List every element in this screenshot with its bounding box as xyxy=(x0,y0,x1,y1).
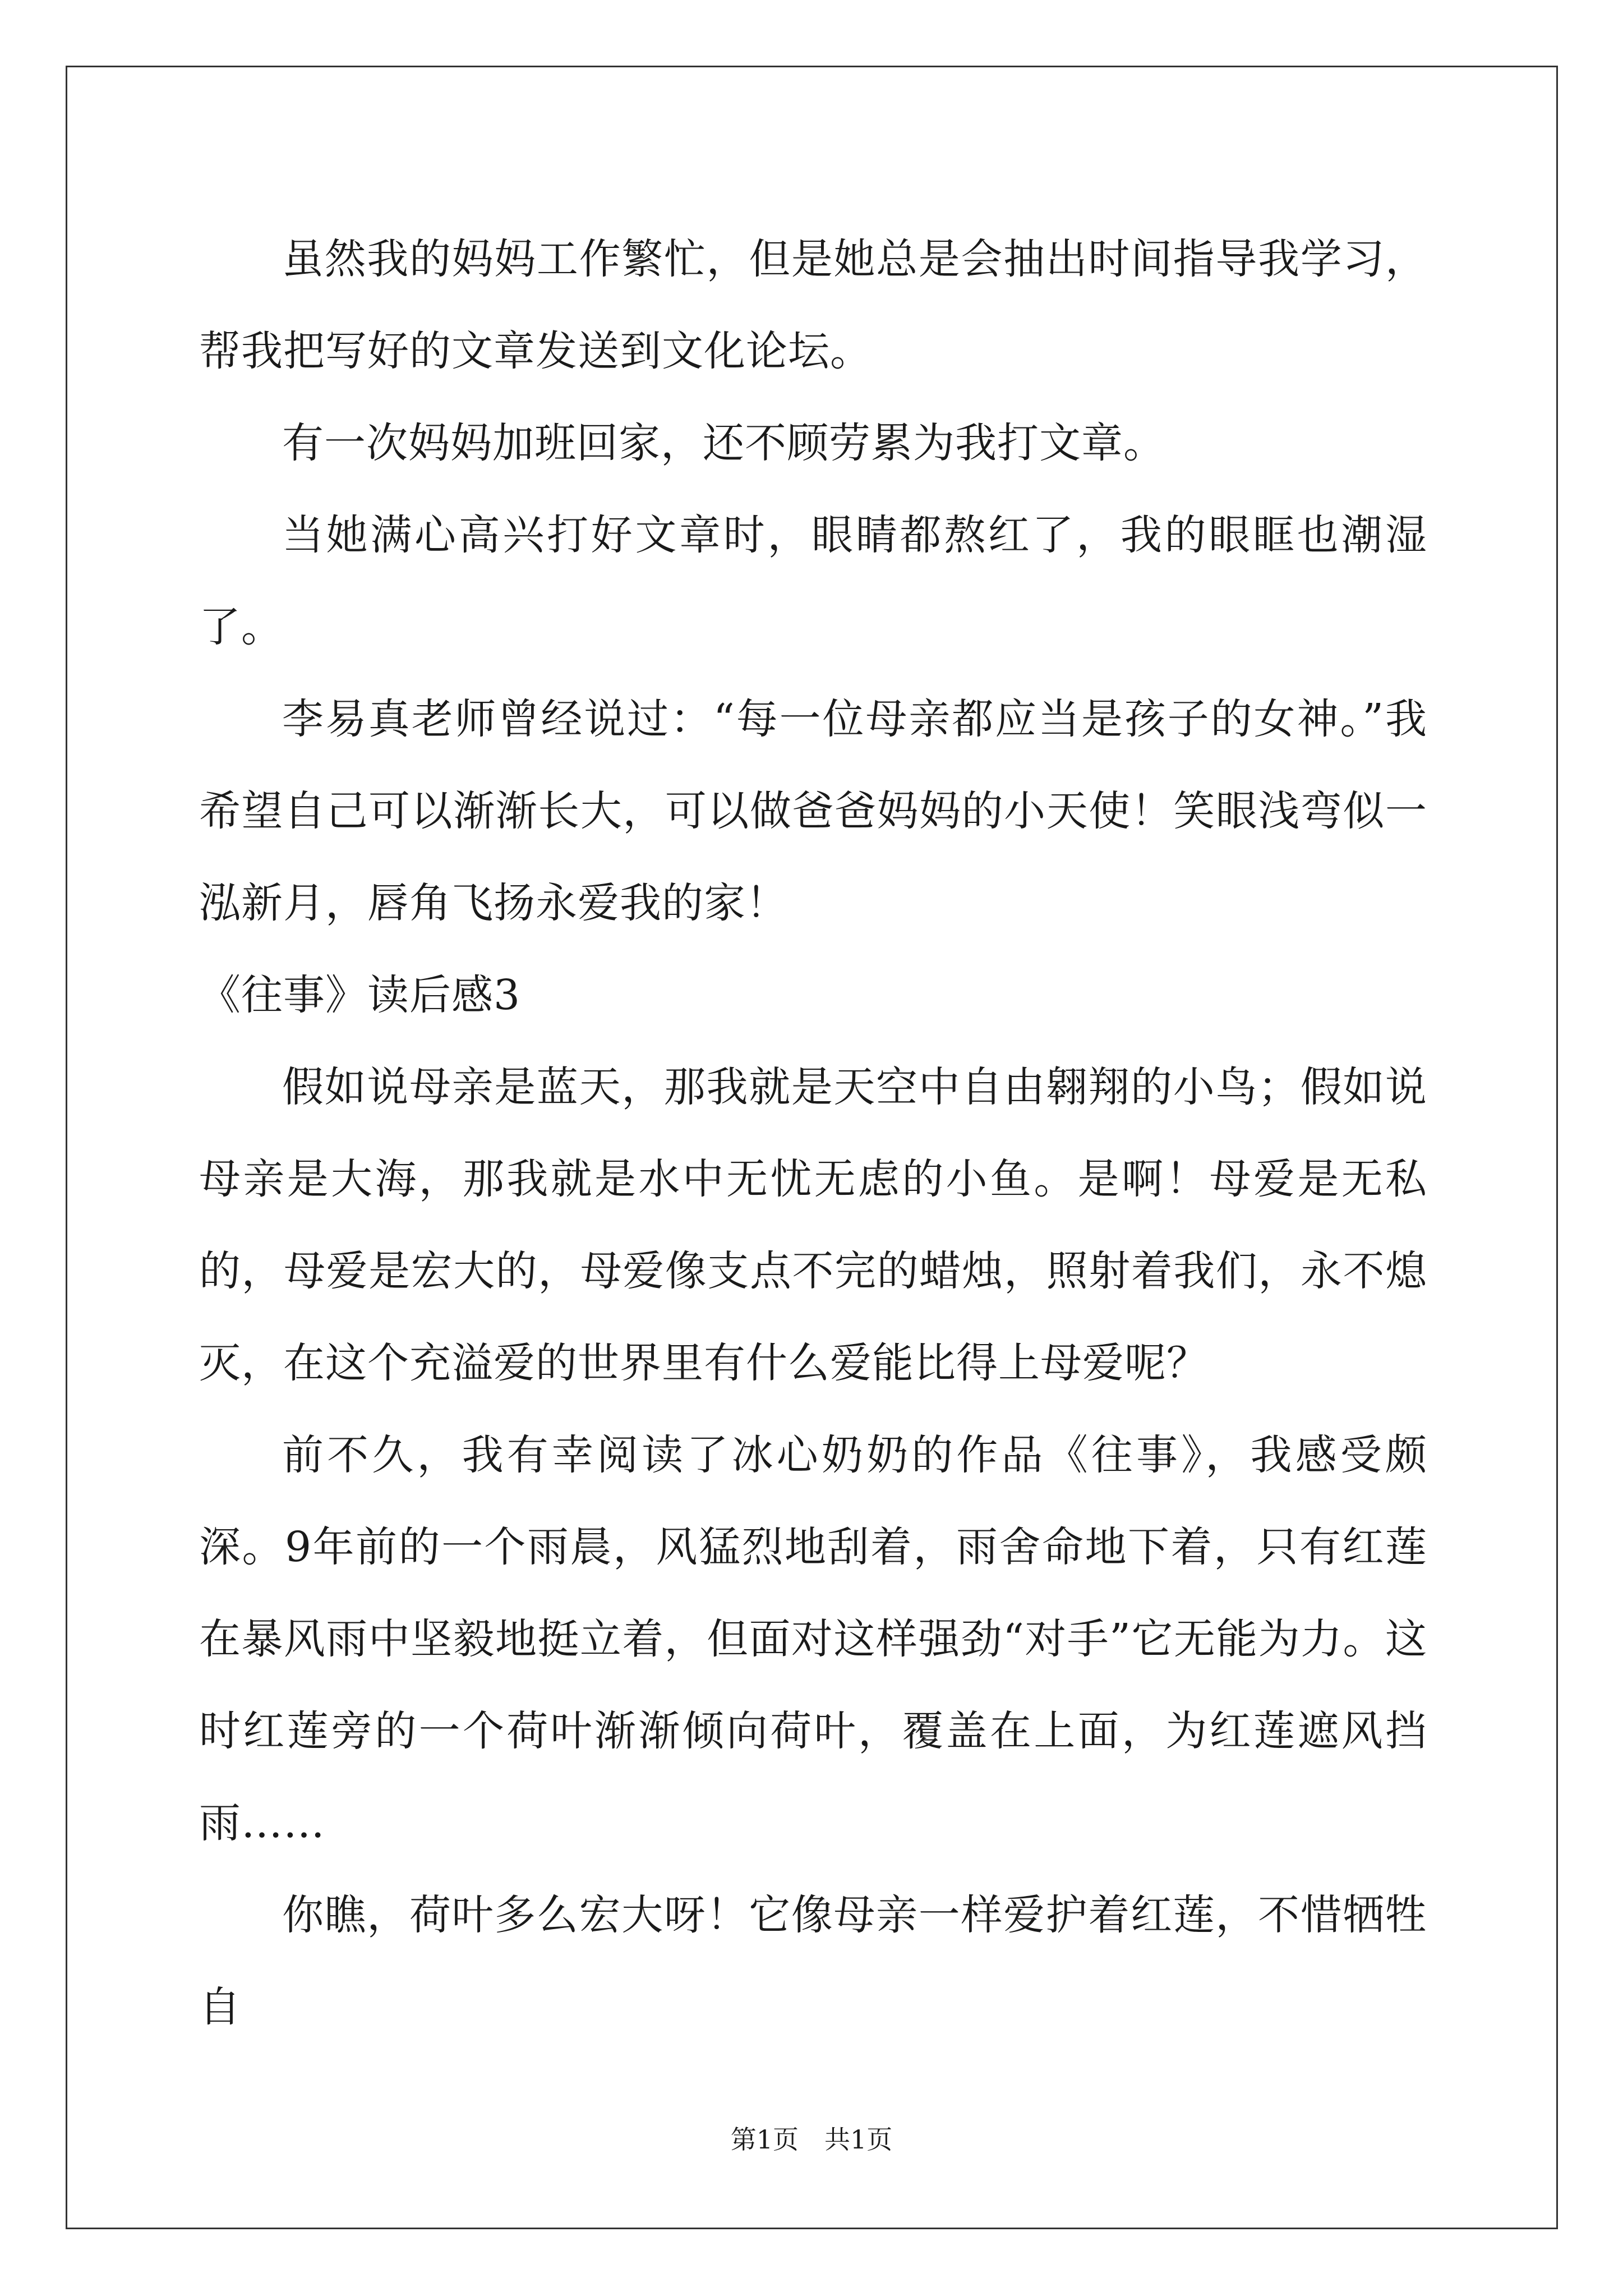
paragraph: 虽然我的妈妈工作繁忙，但是她总是会抽出时间指导我学习，帮我把写好的文章发送到文化论坛。 xyxy=(199,235,1427,375)
paragraph: 假如说母亲是蓝天，那我就是天空中自由翱翔的小鸟；假如说母亲是大海，那我就是水中无忧无虑的小鱼。是啊！母爱是无私的，母爱是宏大的，母爱像支点不完的蜡烛，照射着我们，永不熄灭，在这个充溢爱的世界里有什么爱能比得上母爱呢？ xyxy=(199,1063,1427,1387)
page-number: 第1页 xyxy=(730,2124,799,2155)
document-body xyxy=(199,213,1427,2053)
paragraph: 李易真老师曾经说过：“每一位母亲都应当是孩子的女神。”我希望自己可以渐渐长大，可以做爸爸妈妈的小天使！笑眼浅弯似一泓新月，唇角飞扬永爱我的家！ xyxy=(199,695,1427,927)
paragraph: 前不久，我有幸阅读了冰心奶奶的作品《往事》，我感受颇深。9年前的一个雨晨，风猛烈地刮着，雨舍命地下着，只有红莲在暴风雨中坚毅地挺立着，但面对这样强劲“对手”它无能为力。这时红莲旁的一个荷叶渐渐倾向荷叶，覆盖在上面，为红莲遮风挡雨…… xyxy=(199,1431,1427,1847)
paragraph: 你瞧，荷叶多么宏大呀！它像母亲一样爱护着红莲，不惜牺牲自 xyxy=(199,1891,1427,2031)
page-footer xyxy=(0,2123,1623,2156)
paragraph: 有一次妈妈加班回家，还不顾劳累为我打文章。 xyxy=(282,419,1165,467)
page-total: 共1页 xyxy=(824,2124,893,2155)
paragraph: 当她满心高兴打好文章时，眼睛都熬红了，我的眼眶也潮湿了。 xyxy=(199,511,1427,651)
section-heading: 《往事》读后感3 xyxy=(199,971,521,1019)
